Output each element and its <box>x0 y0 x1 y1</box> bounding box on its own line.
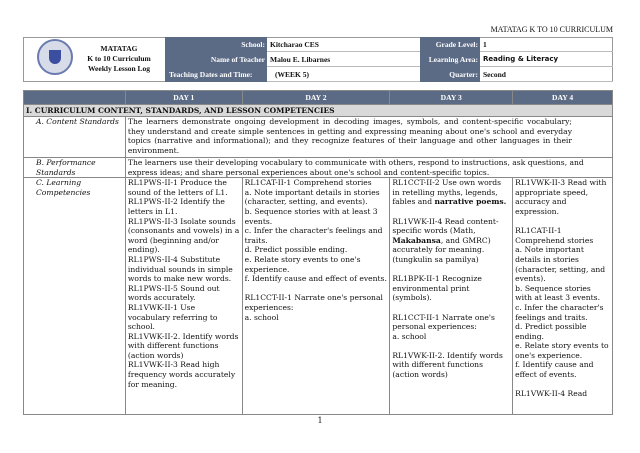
competency: RL1CAT-II-1 Comprehend stories <box>244 178 372 188</box>
content-standards-text: The learners demonstrate ongoing development in decoding images, symbols, and content-specific vocabulary; they understand and create simple sentences in getting and expressing meaning about one's school and everyday topics (narrative and informational); and they recognize features of their language and other languages in their environment. <box>125 117 612 158</box>
day-4-competencies <box>513 178 613 415</box>
document-title <box>73 44 165 74</box>
empty-header-cell <box>24 91 126 105</box>
teacher-label: Name of Teacher <box>165 52 267 67</box>
competency: RL1CCT-II-1 Narrate one's personal experiences: <box>244 293 383 312</box>
deped-seal-logo <box>37 39 73 75</box>
competency: d. Predict possible ending. <box>515 322 587 341</box>
competency: a. Note important details in stories (character, setting, and events). <box>515 245 606 284</box>
learning-competencies-label: C. Learning Competencies <box>24 178 126 415</box>
grade-label: Grade Level: <box>420 37 480 52</box>
teacher-value: Malou E. Libarnes <box>267 52 420 67</box>
competency: RL1VWK-II-2. Identify words with different functions (action words) <box>127 331 239 360</box>
competency: RL1VWK-II-4 Read content-specific words (Math, Makabansa, and GMRC) accurately for meaning. (tungkulin sa pamilya) <box>392 216 499 264</box>
competency: RL1VWK-II-4 Read <box>515 389 588 399</box>
grade-value: 1 <box>480 37 613 52</box>
day-1-header: DAY 1 <box>125 91 242 105</box>
competency: e. Relate story events to one's experience. <box>244 254 361 274</box>
day-4-header: DAY 4 <box>513 91 613 105</box>
curriculum-label: MATATAG K TO 10 CURRICULUM <box>490 25 613 34</box>
competency: a. school <box>392 331 427 341</box>
competency: c. Infer the character's feelings and traits. <box>244 226 383 245</box>
competency: RL1PWS-II-3 Isolate sounds (consonants and vowels) in a word (beginning and/or ending). <box>127 216 240 255</box>
school-value: Kitcharao CES <box>267 37 420 52</box>
competency: a. Note important details in stories (character, setting, and events). <box>244 187 380 207</box>
competency: b. Sequence stories with at least 3 events. <box>515 283 600 303</box>
competency: RL1PWS-II-2 Identify the letters in L1. <box>127 197 225 216</box>
competency: f. Identify cause and effect of events. <box>244 274 387 284</box>
competency: RL1PWS-II-1 Produce the sound of the letters of L1. <box>127 178 228 197</box>
quarter-label: Quarter: <box>420 67 480 82</box>
competency: f. Identify cause and effect of events. <box>515 360 594 380</box>
competency: RL1PWS-II-4 Substitute individual sounds in simple words to make new words. <box>127 254 233 284</box>
day-1-competencies <box>125 178 242 415</box>
competency: b. Sequence stories with at least 3 events. <box>244 206 378 226</box>
competency: RL1VWK-II-3 Read high frequency words accurately for meaning. <box>127 360 236 389</box>
page-number: 1 <box>317 416 323 425</box>
day-3-header: DAY 3 <box>390 91 513 105</box>
competency: RL1PWS-II-5 Sound out words accurately. <box>127 283 220 303</box>
day-2-header: DAY 2 <box>242 91 390 105</box>
title-line: MATATAG <box>100 44 138 53</box>
competency: a. school <box>244 312 279 322</box>
lesson-log-table <box>23 90 613 415</box>
performance-standards-label: B. Performance Standards <box>24 158 126 178</box>
competency: RL1VWK-II-2. Identify words with different functions (action words) <box>392 350 503 380</box>
day-3-competencies <box>390 178 513 415</box>
dates-label: Teaching Dates and Time: <box>165 67 267 82</box>
competency: c. Infer the character's feelings and traits. <box>515 302 604 322</box>
performance-standards-text: The learners use their developing vocabulary to communicate with others, respond to instructions, ask questions, and express ideas; and share personal experiences about one's school and content-specific topics. <box>125 158 612 178</box>
competency: RL1VWK-II-1 Use vocabulary referring to school. <box>127 302 218 332</box>
competency: RL1CAT-II-1 Comprehend stories <box>515 226 594 245</box>
competency: d. Predict possible ending. <box>244 245 348 255</box>
competency: RL1VWK-II-3 Read with appropriate speed, accuracy and expression. <box>515 178 607 216</box>
learning-area-label: Learning Area: <box>420 52 480 67</box>
school-label: School: <box>165 37 267 52</box>
content-standards-label: A. Content Standards <box>24 117 126 158</box>
competency: RL1CCT-II-2 Use own words in retelling myths, legends, fables and narrative poems. <box>392 178 507 207</box>
day-2-competencies <box>242 178 390 415</box>
title-line: K to 10 Curriculum <box>87 54 151 63</box>
dates-value: (WEEK 5) <box>267 67 420 82</box>
quarter-value: Second <box>480 67 613 82</box>
learning-area-value: Reading & Literacy <box>480 52 613 67</box>
day-header-row <box>24 91 613 105</box>
section-heading: I. CURRICULUM CONTENT, STANDARDS, AND LESSON COMPETENCIES <box>24 105 613 117</box>
competency: RL1CCT-II-1 Narrate one's personal experiences: <box>392 312 495 332</box>
competency: e. Relate story events to one's experience. <box>515 341 609 360</box>
title-line: Weekly Lesson Log <box>87 64 151 73</box>
competency: RL1BPK-II-1 Recognize environmental print (symbols). <box>392 274 482 303</box>
